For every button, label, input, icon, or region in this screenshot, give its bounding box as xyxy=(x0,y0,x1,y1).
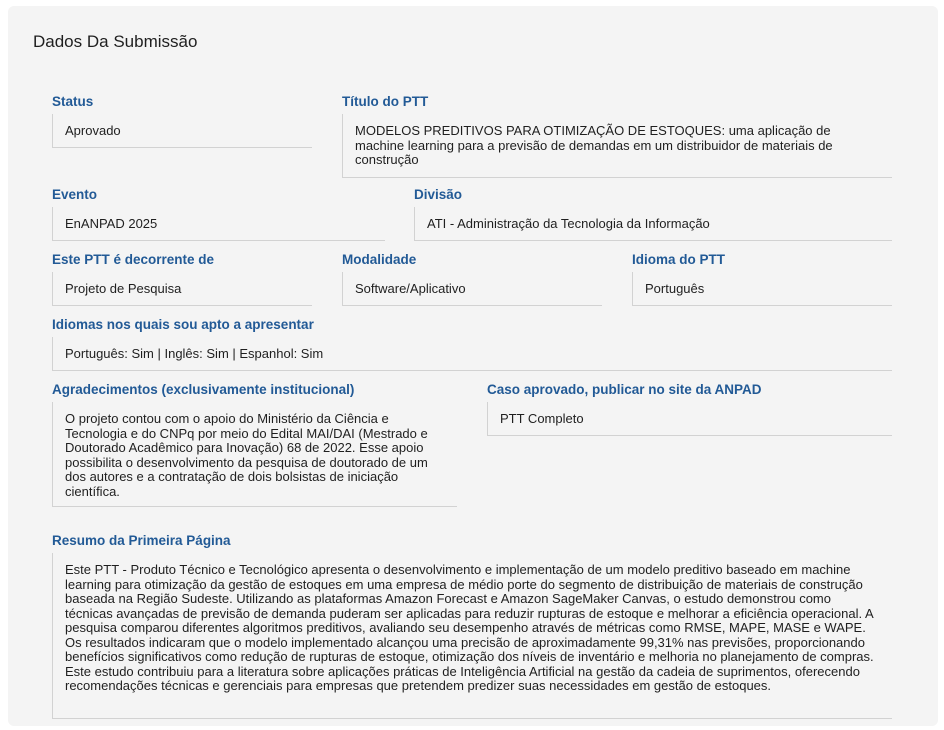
idioma-value: Português xyxy=(632,272,892,306)
modalidade-value: Software/Aplicativo xyxy=(342,272,602,306)
submission-data-panel xyxy=(8,6,938,726)
titulo-label: Título do PTT xyxy=(342,94,429,109)
panel-title: Dados Da Submissão xyxy=(33,32,198,51)
status-value: Aprovado xyxy=(52,114,312,148)
decorrente-value: Projeto de Pesquisa xyxy=(52,272,312,306)
idioma-label: Idioma do PTT xyxy=(632,252,725,267)
idiomas-apto-value: Português: Sim | Inglês: Sim | Espanhol: Sim xyxy=(52,337,892,371)
divisao-label: Divisão xyxy=(414,187,463,202)
evento-value: EnANPAD 2025 xyxy=(52,207,385,241)
agradecimentos-value: O projeto contou com o apoio do Ministério da Ciência e Tecnologia e do CNPq por meio do Edital MAI/DAI (Mestrado e Doutorado Acadêmico para Inovação) 68 de 2022. Esse apoio possibilita o desenvolvimento da pesquisa de doutorado de um dos autores e a contratação de dois bolsistas de iniciação científica. xyxy=(52,402,457,507)
evento-label: Evento xyxy=(52,187,98,202)
publicar-value: PTT Completo xyxy=(487,402,892,436)
resumo-label: Resumo da Primeira Página xyxy=(52,533,231,548)
modalidade-label: Modalidade xyxy=(342,252,417,267)
divisao-value: ATI - Administração da Tecnologia da Informação xyxy=(414,207,892,241)
idiomas-apto-label: Idiomas nos quais sou apto a apresentar xyxy=(52,317,314,332)
resumo-value: Este PTT - Produto Técnico e Tecnológico apresenta o desenvolvimento e implementação de um modelo preditivo baseado em machine learning para otimização da gestão de estoques em uma empresa de médio porte do segmento de distribuição de materiais de construção baseada na Região Sudeste. Utilizando as plataformas Amazon Forecast e Amazon SageMaker Canvas, o estudo demonstrou como técnicas avançadas de previsão de demanda puderam ser aplicadas para reduzir rupturas de estoque e melhorar a eficiência operacional. A pesquisa comparou diferentes algoritmos preditivos, avaliando seu desempenho através de métricas como RMSE, MAPE, MASE e WAPE. Os resultados indicaram que o modelo implementado alcançou uma precisão de aproximadamente 99,31% nas previsões, proporcionando benefícios significativos como redução de rupturas de estoque, otimização dos níveis de inventário e melhoria no planejamento de compras. Este estudo contribuiu para a literatura sobre aplicações práticas de Inteligência Artificial na gestão da cadeia de suprimentos, oferecendo recomendações técnicas e gerenciais para empresas que pretendem predizer suas necessidades em gestão de estoques. xyxy=(52,553,892,719)
decorrente-label: Este PTT é decorrente de xyxy=(52,252,215,267)
titulo-value: MODELOS PREDITIVOS PARA OTIMIZAÇÃO DE ESTOQUES: uma aplicação de machine learning para a previsão de demandas em um distribuidor de materiais de construção xyxy=(342,114,892,178)
publicar-label: Caso aprovado, publicar no site da ANPAD xyxy=(487,382,762,397)
status-label: Status xyxy=(52,94,94,109)
agradecimentos-label: Agradecimentos (exclusivamente institucional) xyxy=(52,382,355,397)
